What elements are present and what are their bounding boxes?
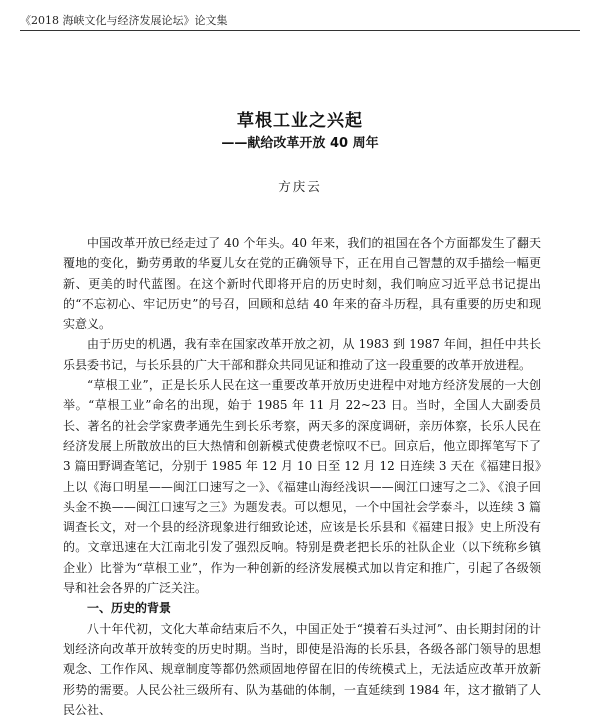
paragraph: 由于历史的机遇，我有幸在国家改革开放之初，从 1983 到 1987 年间，担任中共长乐县委书记，与长乐县的广大干部和群众共同见证和推动了这一段重要的改革开放进程。 — [63, 337, 541, 372]
article-title: 草根工业之兴起 — [237, 111, 363, 131]
paragraph: 八十年代初，文化大革命结束后不久，中国正处于“摸着石头过河”、由长期封闭的计划经济向改革开放转变的历史时期。当时，即使是沿海的长乐县，各级各部门领导的思想观念、工作作风、规章制度等都仍然顽固地停留在旧的传统模式上，无法适应改革开放新形势的需要。人民公社三级所有、队为基础的体制，一直延续到 1984 年，这才撤销了人民公社、 — [63, 621, 541, 717]
section-heading: 一、历史的背景 — [87, 601, 172, 616]
article-author: 方庆云 — [278, 179, 322, 194]
header-divider — [20, 30, 580, 31]
paragraph: 中国改革开放已经走过了 40 个年头。40 年来，我们的祖国在各个方面都发生了翻天覆地的变化，勤劳勇敢的华夏儿女在党的正确领导下，正在用自己智慧的双手描绘一幅更新、更美的时代蓝图。在这个新时代即将开启的历史时刻，我们响应习近平总书记提出的“不忘初心、牢记历史”的号召，回顾和总结 40 年来的奋斗历程，具有重要的历史和现实意义。 — [63, 236, 541, 332]
article-subtitle: ——献给改革开放 40 周年 — [221, 136, 379, 151]
running-header: 《2018 海峡文化与经济发展论坛》论文集 — [20, 14, 228, 27]
article-body — [63, 233, 541, 720]
paragraph: “草根工业”，正是长乐人民在这一重要改革开放历史进程中对地方经济发展的一大创举。“草根工业”命名的出现，始于 1985 年 11 月 22~23 日。当时，全国人大副委员长、著名的社会学家费孝通先生到长乐考察，两天多的深度调研，亲历体察，长乐人民在经济发展上所散放出的巨大热情和创新模式使费老惊叹不已。回京后，他立即挥笔写下了 3 篇田野调查笔记，分别于 1985 年 12 月 10 日至 12 月 12 日连续 3 天在《福建日报》上以《海口明星——闽江口速写之一》、《福建山海经浅识——闽江口速写之二》、《浪子回头金不换——闽江口速写之三》为题发表。可以想见，一个中国社会学泰斗，以连续 3 篇调查长文，对一个县的经济现象进行细致论述，应该是长乐县和《福建日报》史上所没有的。文章迅速在大江南北引发了强烈反响。特别是费老把长乐的社队企业（以下统称乡镇企业）比誉为“草根工业”，作为一种创新的经济发展模式加以肯定和推广，引起了各级领导和社会各界的广泛关注。 — [63, 378, 541, 596]
